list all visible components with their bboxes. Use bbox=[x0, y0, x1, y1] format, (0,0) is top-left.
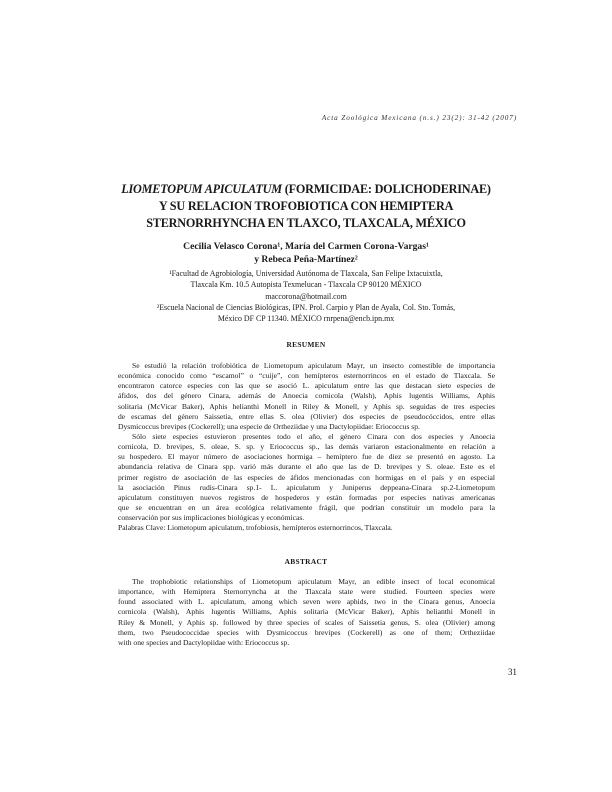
text-line: primer registro de asociación de las especies de áfidos mencionadas con hormigas en el país y en especial bbox=[118, 472, 495, 482]
title-species: LIOMETOPUM APICULATUM bbox=[121, 182, 282, 196]
affiliation-line: México DF CP 11340. MÉXICO rnrpena@encb.ipn.mx bbox=[217, 314, 395, 324]
text-line: with one species and Dactylopiidae with: Eriococcus sp. bbox=[118, 637, 290, 647]
text-line: de escamas del género Saissetia, entre ellas S. olea (Olivier) dos especies de pseudocóccidos, entre ellas bbox=[118, 411, 495, 421]
text-line: found associated with L. apiculatum, among which seven were aphids, two in the Cinara genus, Anoecia bbox=[118, 597, 495, 607]
text-line: Se estudió la relación trofobiótica de Liometopum apiculatum Mayr, un insecto comestible de importancia bbox=[132, 361, 495, 370]
title-line-2: Y SU RELACION TROFOBIOTICA CON HEMIPTERA bbox=[158, 199, 454, 213]
title-line-3: STERNORRHYNCHA EN TLAXCO, TLAXCALA, MÉXICO bbox=[146, 216, 466, 230]
text-line: áfidos, dos del género Cinara, además de Anoecia cornicola (Walsh), Aphis lugentis Williams, Aphis bbox=[118, 391, 495, 401]
text-line: Palabras Clave: Liometopum apiculatum, trofobiosis, hemípteros esternorrincos, Tlaxcala. bbox=[118, 523, 393, 533]
abstract-heading: ABSTRACT bbox=[284, 557, 328, 566]
text-line: la asociación Pinus rudis-Cinara sp.1- L. apiculatum y Juniperus deppeana-Cinara sp.2-Liometopum bbox=[118, 482, 495, 492]
abstract-body bbox=[118, 577, 495, 648]
text-line: que se encuentran en un área ecológica relativamente frágil, que podrían constituir un modelo para la bbox=[118, 502, 495, 512]
text-line: Dysmicoccus brevipes (Cockerell); una especie de Ortheziidae y una Dactylopiidae: Eriococcus sp. bbox=[118, 421, 420, 431]
resumen-body bbox=[118, 361, 495, 533]
text-line: económica conocido como “escamol” o “cuije”, con hemípteros esternorrincos en el estado de Tlaxcala. Se bbox=[118, 371, 495, 381]
affiliation-line: Tlaxcala Km. 10.5 Autopista Texmelucan - Tlaxcala CP 90120 MÉXICO bbox=[190, 280, 422, 290]
text-line: apiculatum constituyen nuevos registros de hospederos y están formadas por especies nativas americanas bbox=[118, 492, 495, 502]
author-list bbox=[95, 240, 517, 266]
title-line-1 bbox=[95, 181, 517, 198]
article-title bbox=[95, 181, 517, 232]
affiliation-line: ²Escuela Nacional de Ciencias Biológicas, IPN. Prol. Carpio y Plan de Ayala, Col. Sto. Tomás, bbox=[156, 302, 456, 312]
authors-line-2: y Rebeca Peña-Martínez² bbox=[254, 254, 358, 265]
title-family: (FORMICIDAE: DOLICHODERINAE) bbox=[281, 182, 491, 196]
text-line: importance, with Hemiptera Sternorryncha at the Tlaxcala state were studied. Fourteen species were bbox=[118, 587, 495, 597]
text-line: su hospedero. El mayor número de asociaciones hormiga – hemíptero fue de diez se presentó en agosto. La bbox=[118, 452, 495, 462]
resumen-heading: RESUMEN bbox=[286, 340, 326, 349]
text-line: The trophobiotic relationships of Liometopum apiculatum Mayr, an edible insect of local economical bbox=[132, 577, 495, 586]
text-line: abundancia relativa de Cinara spp. varió más durante el año que las de D. brevipes y S. oleae. Este es el bbox=[118, 462, 495, 472]
text-line: solitaria (McVicar Baker), Aphis helianthi Monell in Riley & Monell, y Aphis sp. seguidas de tres especies bbox=[118, 401, 495, 411]
text-line: cornicola, D. brevipes, S. oleae, S. sp. y Eriococcus sp., las demás variaron estacionalmente en relación a bbox=[118, 442, 495, 452]
affiliation-email: maccorona@hotmail.com bbox=[265, 291, 347, 301]
text-line: them, two Pseudococcidae species with Dysmicoccus brevipes (Cockerell) as one of them; Ortheziidae bbox=[118, 627, 495, 637]
journal-citation: Acta Zoológica Mexicana (n.s.) 23(2): 31-42 (2007) bbox=[321, 114, 517, 122]
affiliations bbox=[95, 268, 517, 324]
page-number: 31 bbox=[507, 667, 517, 677]
text-line: conservación por sus implicaciones biológicas y económicas. bbox=[118, 513, 305, 523]
text-line: Riley & Monell, y Aphis sp. followed by three species of scales of Saissetia genus, S. olea (Olivier) among bbox=[118, 617, 495, 627]
affiliation-line: ¹Facultad de Agrobiología, Universidad Autónoma de Tlaxcala, San Felipe Ixtacuixtla, bbox=[169, 269, 443, 278]
authors-line-1: Cecilia Velasco Corona¹, María del Carmen Corona-Vargas¹ bbox=[183, 241, 429, 252]
text-line: encontraron catorce especies con las que se asoció L. apiculatum entre las que destacan siete especies de bbox=[118, 381, 495, 391]
text-line: Sólo siete especies estuvieron presentes todo el año, el género Cinara con dos especies y Anoecia bbox=[132, 431, 495, 441]
text-line: cornicola (Walsh), Aphis lugentis Williams, Aphis solitaria (McVicar Baker), Aphis helianthi Monell in bbox=[118, 607, 495, 617]
